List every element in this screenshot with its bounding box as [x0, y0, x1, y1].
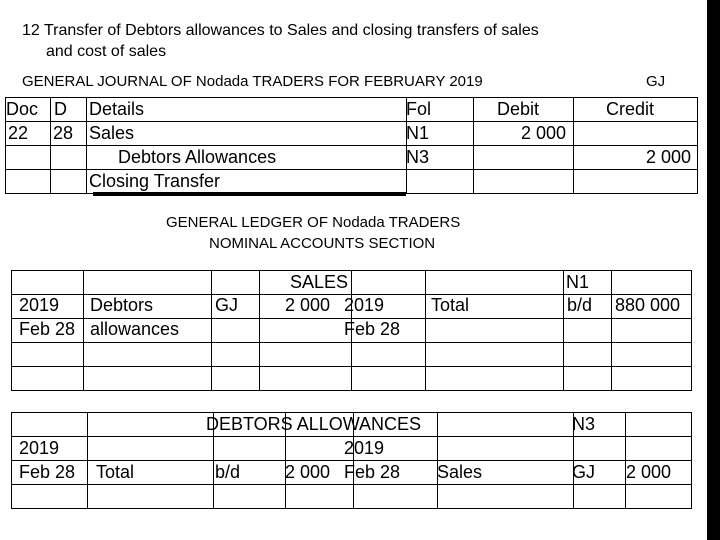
journal-title: GENERAL JOURNAL OF Nodada TRADERS FOR FEBRUARY 2019: [22, 73, 483, 90]
allowances-left-detail: Total: [96, 462, 135, 482]
allowances-left-date: Feb 28: [19, 462, 76, 482]
allowances-left-year: 2019: [19, 438, 60, 458]
allowances-left-ref: b/d: [215, 462, 241, 482]
slide-accent-bar: [707, 0, 720, 540]
sales-right-year: 2019: [344, 295, 385, 315]
sales-account-folio: N1: [566, 272, 590, 292]
sales-left-year: 2019: [19, 295, 60, 315]
journal-row-details: Closing Transfer: [89, 171, 221, 191]
allowances-right-date: Feb 28: [344, 462, 401, 482]
journal-row-details: Sales: [89, 123, 135, 143]
allowances-right-year: 2019: [344, 438, 385, 458]
journal-row-details: Debtors Allowances: [118, 147, 277, 167]
journal-row-doc: 22: [8, 123, 29, 143]
allowances-right-ref: GJ: [572, 462, 596, 482]
ledger-section-title: NOMINAL ACCOUNTS SECTION: [209, 235, 436, 252]
journal-row-credit: 2 000: [646, 147, 692, 167]
journal-row-day: 28: [53, 123, 74, 143]
allowances-account-folio: N3: [572, 414, 596, 434]
allowances-right-amount: 2 000: [626, 462, 672, 482]
allowances-right-detail: Sales: [437, 462, 483, 482]
journal-header-details: Details: [89, 99, 145, 119]
sales-left-ref: GJ: [215, 295, 239, 315]
question-heading-line1: 12 Transfer of Debtors allowances to Sales and closing transfers of sales: [22, 22, 539, 39]
sales-left-date: Feb 28: [19, 319, 76, 339]
journal-header-doc: Doc: [6, 99, 39, 119]
journal-header-debit: Debit: [497, 99, 540, 119]
journal-row-fol: N1: [406, 123, 430, 143]
journal-header-fol: Fol: [406, 99, 432, 119]
ledger-title: GENERAL LEDGER OF Nodada TRADERS: [166, 214, 461, 231]
journal-code: GJ: [646, 73, 666, 90]
sales-right-ref: b/d: [567, 295, 593, 315]
sales-left-detail: allowances: [90, 319, 180, 339]
journal-header-credit: Credit: [606, 99, 655, 119]
journal-header-day: D: [54, 99, 67, 119]
journal-underline: [93, 192, 406, 196]
journal-row-debit: 2 000: [521, 123, 567, 143]
sales-right-amount: 880 000: [615, 295, 681, 315]
sales-left-detail: Debtors: [90, 295, 154, 315]
question-heading-line2: and cost of sales: [46, 43, 167, 60]
sales-account-name: SALES: [290, 272, 349, 292]
allowances-account-name: DEBTORS ALLOWANCES: [206, 414, 422, 434]
sales-left-amount: 2 000: [285, 295, 331, 315]
sales-right-detail: Total: [431, 295, 470, 315]
allowances-left-amount: 2 000: [285, 462, 331, 482]
journal-row-fol: N3: [406, 147, 430, 167]
sales-right-date: Feb 28: [344, 319, 401, 339]
